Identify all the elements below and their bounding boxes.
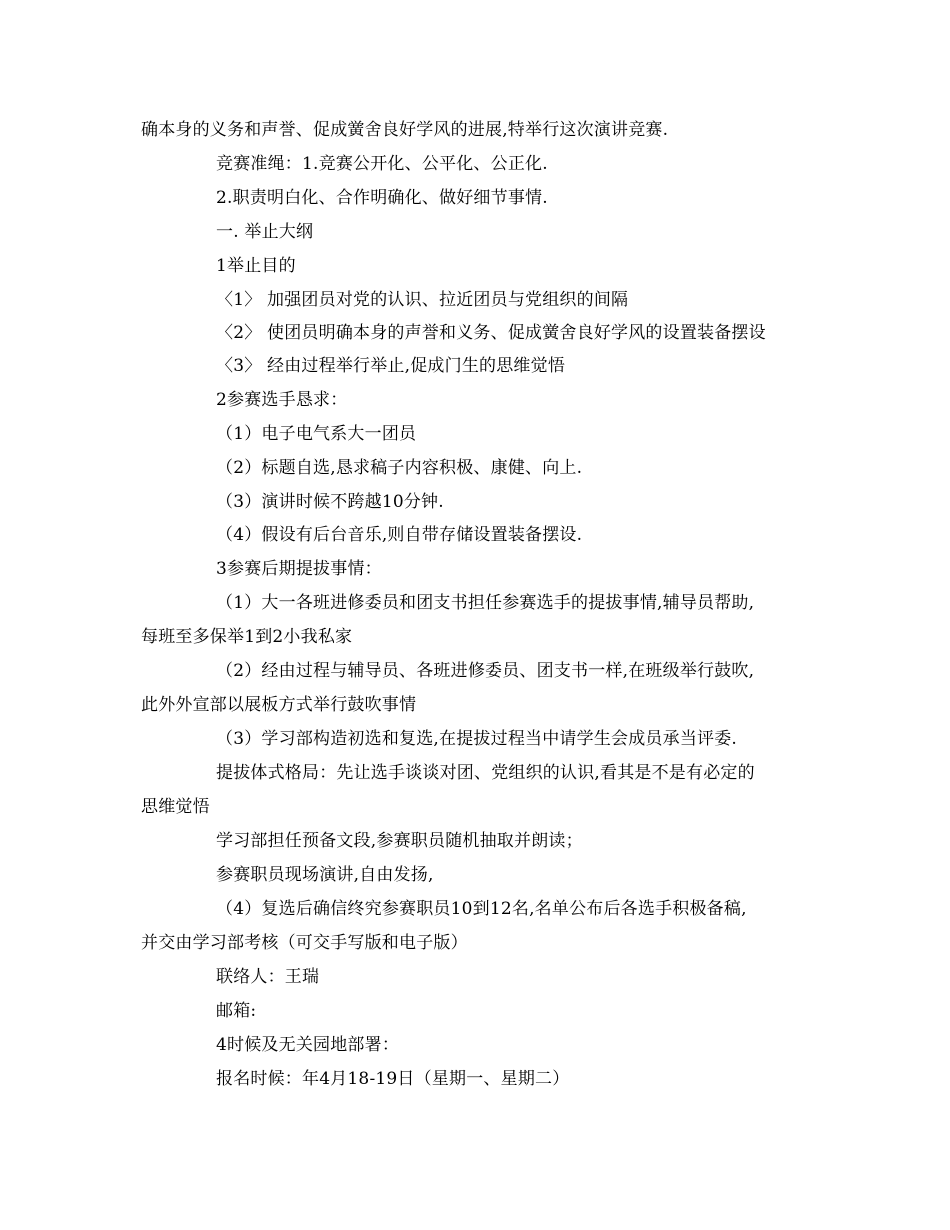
list-item: （3）学习部构造初选和复选,在提拔过程当中请学生会成员承当评委.: [216, 729, 738, 749]
registration-time: 报名时候：年4月18-19日（星期一、星期二）: [216, 1069, 570, 1089]
text-line-continuation: 每班至多保举1到2小我私家: [141, 627, 353, 647]
contact-email: 邮箱:: [216, 1001, 257, 1021]
text-line-2: 竞赛准绳：1.竞赛公开化、公平化、公正化.: [216, 154, 548, 174]
text-line: 提拔体式格局：先让选手谈谈对团、党组织的认识,看其是不是有必定的: [216, 763, 755, 783]
text-line-continuation: 此外外宣部以展板方式举行鼓吹事情: [141, 695, 417, 715]
text-line-continuation: 思维觉悟: [141, 797, 210, 817]
list-item: （2）经由过程与辅导员、各班进修委员、团支书一样,在班级举行鼓吹,: [216, 661, 755, 681]
list-item: （1）电子电气系大一团员: [216, 424, 417, 444]
list-item: 〈2〉 使团员明确本身的声誉和义务、促成黉舍良好学风的设置装备摆设: [216, 323, 766, 343]
subheading-selection: 3参赛后期提拔事情：: [216, 559, 382, 579]
text-line-continuation: 并交由学习部考核（可交手写版和电子版）: [141, 933, 468, 953]
list-item: （2）标题自选,恳求稿子内容积极、康健、向上.: [216, 458, 583, 478]
subheading-schedule: 4时候及无关园地部署：: [216, 1035, 400, 1055]
list-item: （4）复选后确信终究参赛职员10到12名,名单公布后各选手积极备稿,: [216, 899, 747, 919]
subheading-requirements: 2参赛选手恳求：: [216, 390, 348, 410]
text-line: 学习部担任预备文段,参赛职员随机抽取并朗读；: [216, 831, 583, 851]
list-item: （1）大一各班进修委员和团支书担任参赛选手的提拔事情,辅导员帮助,: [216, 593, 755, 613]
text-line-3: 2.职责明白化、合作明确化、做好细节事情.: [216, 188, 548, 208]
list-item: （3）演讲时候不跨越10分钟.: [216, 492, 444, 512]
subheading-purpose: 1举止目的: [216, 256, 296, 276]
list-item: 〈1〉 加强团员对党的认识、拉近团员与党组织的间隔: [216, 290, 629, 310]
contact-person: 联络人：王瑞: [216, 967, 320, 987]
list-item: 〈3〉 经由过程举行举止,促成门生的思维觉悟: [216, 356, 566, 376]
text-line: 参赛职员现场演讲,自由发扬,: [216, 865, 434, 885]
list-item: （4）假设有后台音乐,则自带存储设置装备摆设.: [216, 525, 583, 545]
section-heading: 一. 举止大纲: [216, 222, 314, 242]
text-line-1: 确本身的义务和声誉、促成黉舍良好学风的进展,特举行这次演讲竞赛.: [141, 120, 669, 140]
